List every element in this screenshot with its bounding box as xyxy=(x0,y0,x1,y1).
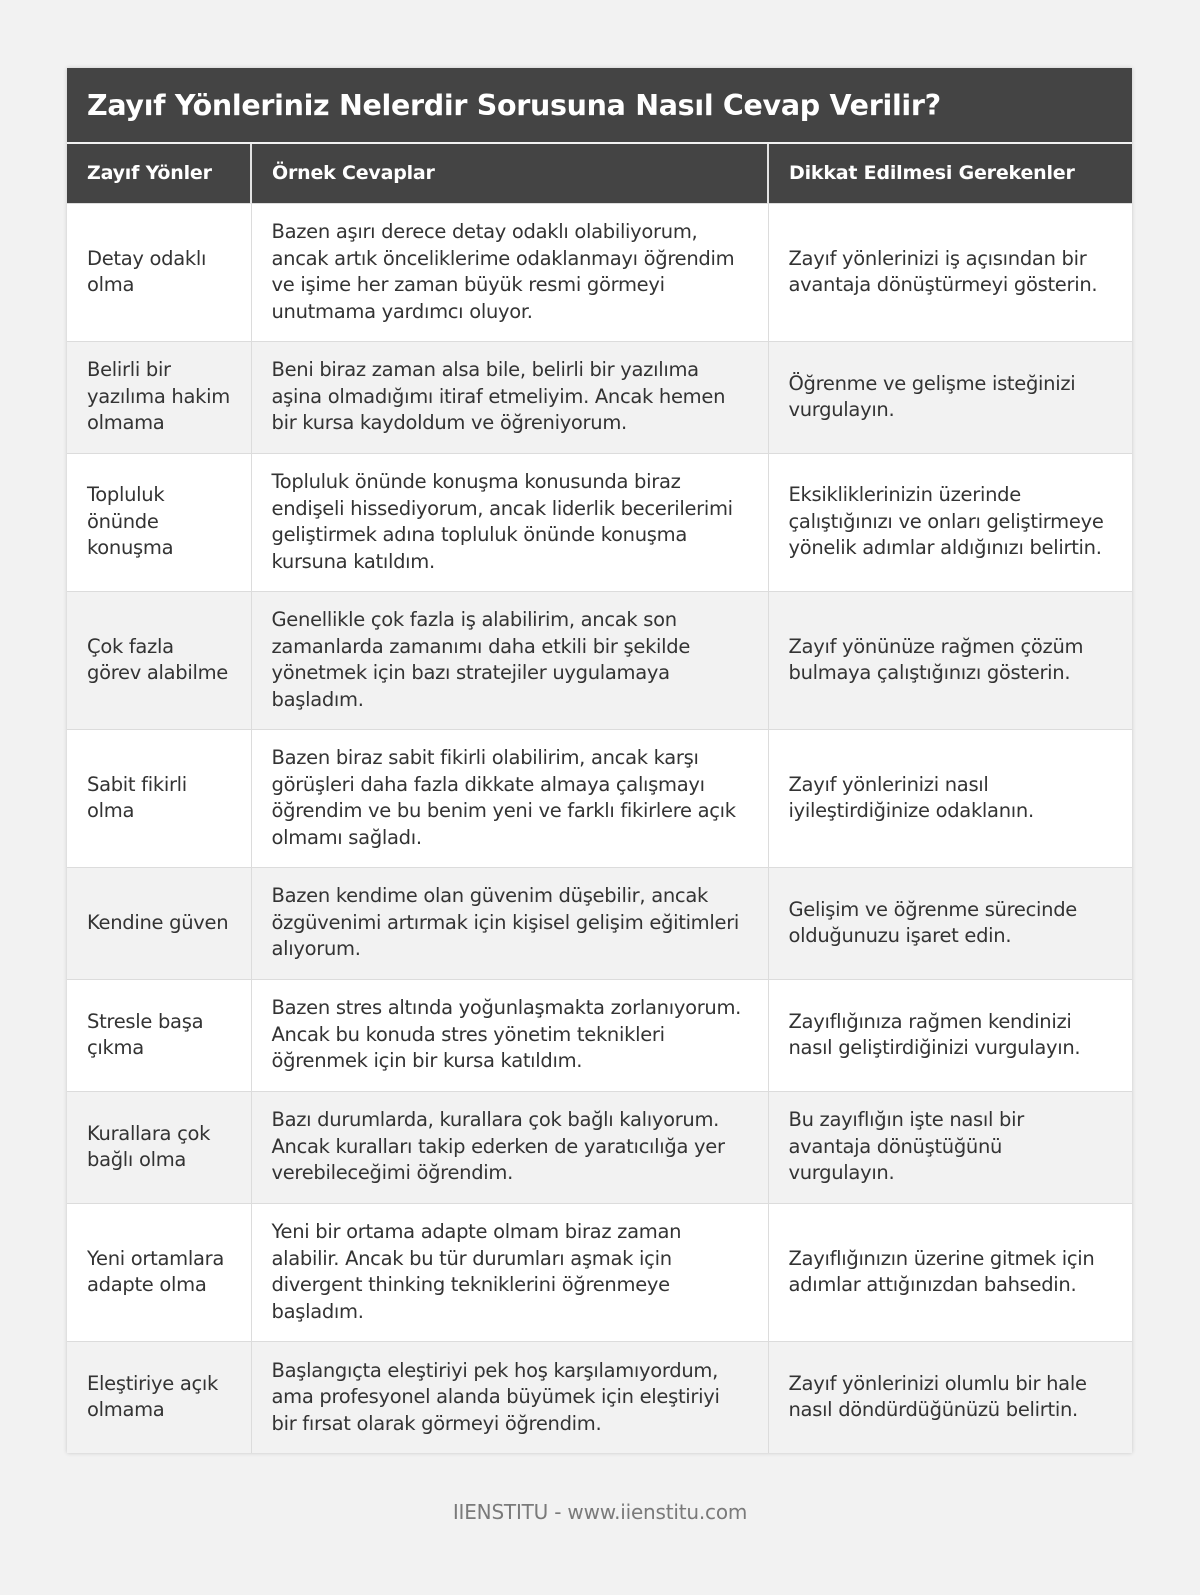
table-row xyxy=(67,1341,1132,1453)
weakness-cell: Belirli bir yazılıma hakim olmama xyxy=(67,341,251,453)
table-row xyxy=(67,729,1132,867)
example-cell: Bazı durumlarda, kurallara çok bağlı kalıyorum. Ancak kuralları takip ederken de yaratıcılığa yer verebileceğimi öğrendim. xyxy=(251,1091,768,1203)
weakness-cell: Sabit fikirli olma xyxy=(67,729,251,867)
header-row xyxy=(67,144,1132,203)
table-row xyxy=(67,1203,1132,1341)
example-cell: Topluluk önünde konuşma konusunda biraz endişeli hissediyorum, ancak liderlik becerilerimi geliştirmek adına topluluk önünde konuşma kursuna katıldım. xyxy=(251,453,768,591)
example-cell: Bazen biraz sabit fikirli olabilirim, ancak karşı görüşleri daha fazla dikkate almaya çalışmayı öğrendim ve bu benim yeni ve farklı fikirlere açık olmamı sağladı. xyxy=(251,729,768,867)
table-header xyxy=(67,144,1132,203)
example-cell: Beni biraz zaman alsa bile, belirli bir yazılıma aşina olmadığımı itiraf etmeliyim. Ancak hemen bir kursa kaydoldum ve öğreniyorum. xyxy=(251,341,768,453)
example-cell: Bazen kendime olan güvenim düşebilir, ancak özgüvenimi artırmak için kişisel gelişim eğitimleri alıyorum. xyxy=(251,867,768,979)
weakness-cell: Çok fazla görev alabilme xyxy=(67,591,251,729)
table-row xyxy=(67,979,1132,1091)
table-row xyxy=(67,453,1132,591)
header-example: Örnek Cevaplar xyxy=(251,144,768,203)
tip-cell: Öğrenme ve gelişme isteğinizi vurgulayın. xyxy=(768,341,1132,453)
table-card xyxy=(67,68,1132,1453)
table-row xyxy=(67,341,1132,453)
example-cell: Başlangıçta eleştiriyi pek hoş karşılamıyordum, ama profesyonel alanda büyümek için eleştiriyi bir fırsat olarak görmeyi öğrendim. xyxy=(251,1341,768,1453)
tip-cell: Zayıflığınızın üzerine gitmek için adımlar attığınızdan bahsedin. xyxy=(768,1203,1132,1341)
header-weakness: Zayıf Yönler xyxy=(67,144,251,203)
weakness-cell: Topluluk önünde konuşma xyxy=(67,453,251,591)
header-tip: Dikkat Edilmesi Gerekenler xyxy=(768,144,1132,203)
weakness-cell: Yeni ortamlara adapte olma xyxy=(67,1203,251,1341)
tip-cell: Zayıf yönünüze rağmen çözüm bulmaya çalıştığınızı gösterin. xyxy=(768,591,1132,729)
weakness-cell: Eleştiriye açık olmama xyxy=(67,1341,251,1453)
example-cell: Genellikle çok fazla iş alabilirim, ancak son zamanlarda zamanımı daha etkili bir şekilde yönetmek için bazı stratejiler uygulamaya başladım. xyxy=(251,591,768,729)
tip-cell: Gelişim ve öğrenme sürecinde olduğunuzu işaret edin. xyxy=(768,867,1132,979)
example-cell: Yeni bir ortama adapte olmam biraz zaman alabilir. Ancak bu tür durumları aşmak için divergent thinking tekniklerini öğrenmeye başladım. xyxy=(251,1203,768,1341)
tip-cell: Bu zayıflığın işte nasıl bir avantaja dönüştüğünü vurgulayın. xyxy=(768,1091,1132,1203)
weakness-cell: Stresle başa çıkma xyxy=(67,979,251,1091)
table-body xyxy=(67,203,1132,1453)
tip-cell: Zayıf yönlerinizi olumlu bir hale nasıl döndürdüğünüzü belirtin. xyxy=(768,1341,1132,1453)
weakness-table xyxy=(67,144,1132,1453)
table-row xyxy=(67,591,1132,729)
tip-cell: Zayıf yönlerinizi iş açısından bir avantaja dönüştürmeyi gösterin. xyxy=(768,203,1132,341)
weakness-cell: Detay odaklı olma xyxy=(67,203,251,341)
table-row xyxy=(67,1091,1132,1203)
weakness-cell: Kurallara çok bağlı olma xyxy=(67,1091,251,1203)
weakness-cell: Kendine güven xyxy=(67,867,251,979)
table-row xyxy=(67,867,1132,979)
footer-credit: IIENSTITU - www.iienstitu.com xyxy=(452,1500,748,1524)
tip-cell: Zayıflığınıza rağmen kendinizi nasıl geliştirdiğinizi vurgulayın. xyxy=(768,979,1132,1091)
tip-cell: Zayıf yönlerinizi nasıl iyileştirdiğinize odaklanın. xyxy=(768,729,1132,867)
example-cell: Bazen aşırı derece detay odaklı olabiliyorum, ancak artık önceliklerime odaklanmayı öğrendim ve işime her zaman büyük resmi görmeyi unutmama yardımcı oluyor. xyxy=(251,203,768,341)
example-cell: Bazen stres altında yoğunlaşmakta zorlanıyorum. Ancak bu konuda stres yönetim teknikleri öğrenmek için bir kursa katıldım. xyxy=(251,979,768,1091)
tip-cell: Eksikliklerinizin üzerinde çalıştığınızı ve onları geliştirmeye yönelik adımlar aldığınızı belirtin. xyxy=(768,453,1132,591)
page-title: Zayıf Yönleriniz Nelerdir Sorusuna Nasıl Cevap Verilir? xyxy=(67,68,1132,144)
table-row xyxy=(67,203,1132,341)
